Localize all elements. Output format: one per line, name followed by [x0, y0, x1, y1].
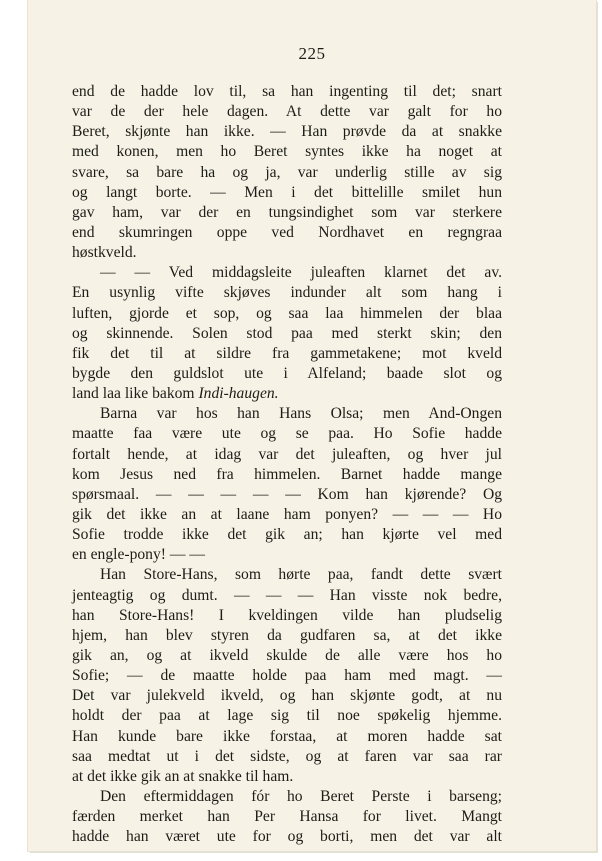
text-line: Han kunde bare ikke forstaa, at moren hadde sat — [72, 727, 502, 745]
text-line: gik det ikke an at laane ham ponyen? — — — Ho — [72, 505, 502, 523]
text-line: hjem, han blev styren da gudfaren sa, at det ikke — [72, 626, 502, 644]
text-line: maatte faa være ute og se paa. Ho Sofie hadde — [72, 425, 502, 443]
text-line: fik det til at sildre fra gammetakene; mot kveld — [72, 344, 502, 362]
text-line: var de der hele dagen. At dette var galt for ho — [72, 103, 502, 121]
page-number: 225 — [298, 44, 326, 63]
text-line: færden merket han Per Hansa for livet. Mangt — [72, 808, 502, 826]
text-line: og langt borte. — Men i det bittelille smilet hun — [72, 183, 502, 201]
text-line: luften, gjorde et sop, og saa laa himmelen der blaa — [72, 304, 502, 322]
text-line: end de hadde lov til, sa han ingenting til det; snart — [72, 83, 502, 100]
book-page — [28, 0, 596, 851]
text-line: saa medtat ut i det sidste, og at faren var saa rar — [72, 747, 502, 765]
text-line: Den eftermiddagen fór ho Beret Perste i barseng; — [100, 787, 502, 805]
text-line: at det ikke gik an at snakke til ham. — [72, 767, 294, 785]
text-line: Sofie trodde ikke det gik an; han kjørte vel med — [72, 526, 502, 544]
text-line: gav ham, var der en tungsindighet som var sterkere — [72, 203, 502, 221]
text-line: med konen, men ho Beret syntes ikke ha noget at — [72, 143, 502, 161]
text-line: — — Ved middagsleite juleaften klarnet det av. — [100, 264, 502, 282]
text-line: end skumringen oppe ved Nordhavet en regngraa — [72, 223, 502, 241]
text-line: Barna var hos han Hans Olsa; men And-Ongen — [100, 405, 502, 423]
text-line: Sofie; — de maatte holde paa ham med magt. — — [72, 667, 502, 685]
text-line: høstkveld. — [72, 244, 137, 262]
text-line: svare, sa bare ha og ja, var underlig stille av sig — [72, 163, 502, 181]
text-line: En usynlig vifte skjøves indunder alt som hang i — [72, 284, 502, 302]
text-line: jenteagtig og dumt. — — — Han visste nok bedre, — [72, 586, 502, 604]
text-line: kom Jesus ned fra himmelen. Barnet hadde mange — [72, 465, 502, 483]
text-line: Det var julekveld ikveld, og han skjønte godt, at nu — [72, 687, 502, 705]
text-line: holdt der paa at lage sig til noe spøkelig hjemme. — [72, 707, 502, 725]
text-line: bygde den guldslot ute i Alfeland; baade slot og — [72, 364, 502, 382]
text-line: Beret, skjønte han ikke. — Han prøvde da at snakke — [72, 123, 502, 141]
body-text — [72, 82, 502, 847]
text-line: en engle-pony! — — — [72, 546, 205, 564]
text-line: gik an, og at ikveld skulde de alle være hos ho — [72, 646, 502, 664]
text-line: Han Store-Hans, som hørte paa, fandt dette svært — [100, 566, 502, 584]
text-line: spørsmaal. — — — — — Kom han kjørende? Og — [72, 485, 502, 503]
text-line: land laa like bakom Indi-haugen. — [72, 385, 279, 403]
text-line: fortalt hende, at idag var det juleaften, og hver jul — [72, 445, 502, 463]
text-line: han Store-Hans! I kveldingen vilde han pludselig — [72, 606, 502, 624]
text-line: og skinnende. Solen stod paa med sterkt skin; den — [72, 324, 502, 342]
text-line: hadde han været ute for og borti, men det var alt — [72, 828, 502, 846]
